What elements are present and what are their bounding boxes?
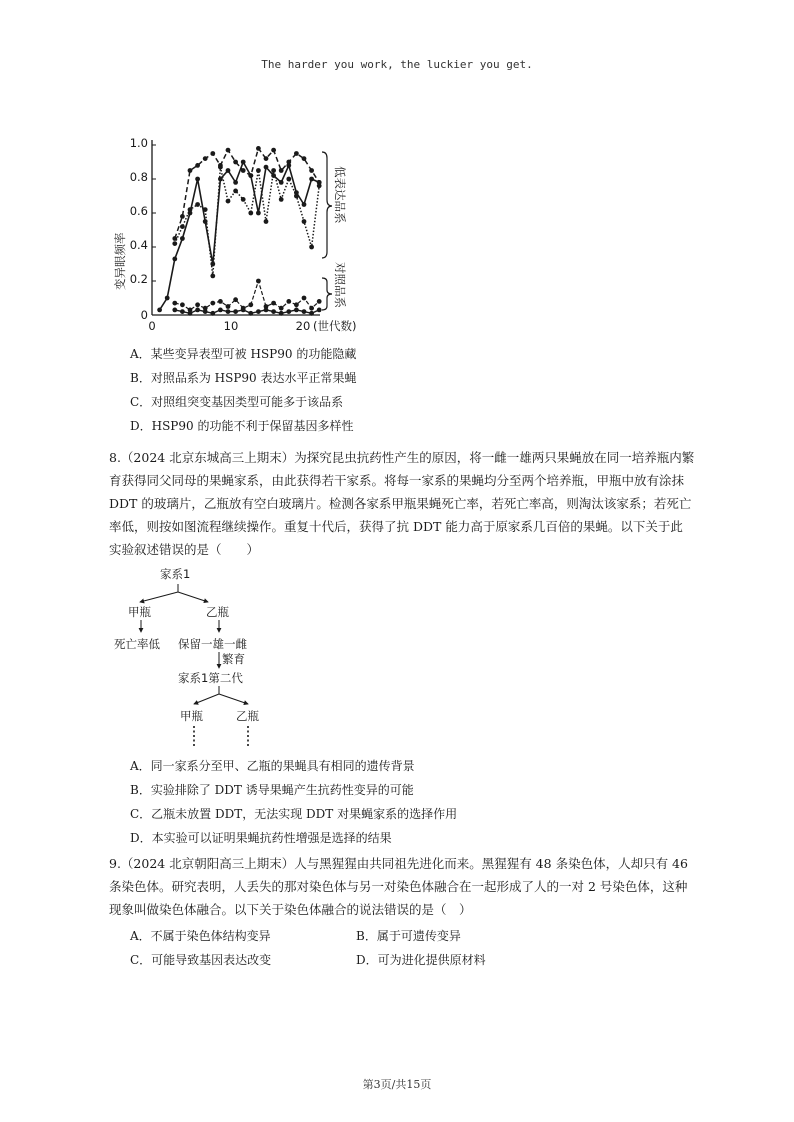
bracket-label-control: 对照品系 [333,262,347,308]
data-point [195,163,200,168]
q7-option-a: A．某些变异表型可被 HSP90 的功能隐藏 [130,347,357,361]
x-axis-unit: (世代数) [313,319,357,333]
data-point [294,302,299,307]
q7-option-c: C．对照组突变基因类型可能多于该品系 [130,395,344,409]
data-point [241,160,246,165]
flow-jia-bottle-2: 甲瓶 [180,709,203,723]
data-point [241,168,246,173]
data-point [302,296,307,301]
page-number: 第3页/共15页 [362,1078,432,1091]
data-point [203,156,208,161]
data-point [195,177,200,182]
data-point [309,306,314,311]
data-point [218,308,223,313]
data-point [180,214,185,219]
flow-yi-bottle-2: 乙瓶 [236,709,259,723]
data-point [264,165,269,170]
data-point [271,309,276,314]
data-point [309,168,314,173]
data-point [233,189,238,194]
bracket-high-expression [322,152,332,258]
data-point [226,309,231,314]
data-point [294,151,299,156]
data-point [180,309,185,314]
data-point [256,211,261,216]
series-line-1 [160,162,320,310]
data-point [165,296,170,301]
q8-question-text: 8.（2024 北京东城高三上期末）为探究昆虫抗药性产生的原因，将一雌一雄两只果蝇放在同一培养瓶内繁育获得同父同母的果蝇家系，由此获得若干家系。将每一家系的果蝇均分至两个培养瓶，甲瓶中放有涂抹 DDT 的玻璃片，乙瓶放有空白玻璃片。检测各家系甲瓶果蝇死亡率，若死亡率高，则淘汰该家系；若死亡率低，则按如图流程继续操作。重复十代后，获得了抗 DDT 能力高于原家系几百倍的果蝇。以下关于此实验叙述错误的是（ ） [109,450,695,557]
y-axis-label: 变异眼频率 [113,232,127,290]
y-tick-label: 0 [140,308,148,322]
data-point [309,245,314,250]
data-point [271,301,276,306]
y-tick-label: 1.0 [129,136,148,150]
data-point [286,299,291,304]
y-tick-label: 0.8 [129,170,148,184]
flow-second-generation: 家系1第二代 [178,671,243,685]
data-point [172,301,177,306]
data-point [233,297,238,302]
bracket-control [322,278,332,310]
q9-option-b: B．属于可遗传变异 [356,929,461,943]
q8-option-a: A．同一家系分至甲、乙瓶的果蝇具有相同的遗传背景 [130,759,415,773]
data-point [302,202,307,207]
data-point [264,156,269,161]
data-point [317,299,322,304]
data-point [203,219,208,224]
data-point [271,148,276,153]
q7-option-d: D．HSP90 的功能不利于保留基因多样性 [130,419,354,433]
data-point [248,302,253,307]
data-point [279,197,284,202]
bracket-label-high: 低表达品系 [333,166,347,224]
data-point [188,207,193,212]
data-point [317,183,322,188]
data-point [286,309,291,314]
data-point [188,168,193,173]
data-point [218,165,223,170]
page-motto: The harder you work, the luckier you get. [261,58,533,71]
data-point [271,168,276,173]
data-point [226,168,231,173]
variant-frequency-chart [110,130,370,335]
y-tick-label: 0.2 [129,272,148,286]
q9-question-text: 9.（2024 北京朝阳高三上期末）人与黑猩猩由共同祖先进化而来。黑猩猩有 48 条染色体，人却只有 46 条染色体。研究表明，人丢失的那对染色体与另一对染色体融合在一起形成了人的一对 2 号染色体，这种现象叫做染色体融合。以下关于染色体融合的说法错误的是（ ） [109,856,688,917]
data-point [264,219,269,224]
data-point [157,308,162,313]
data-point [210,301,215,306]
data-point [256,146,261,151]
data-point [210,151,215,156]
data-point [279,168,284,173]
data-point [233,309,238,314]
data-point [256,168,261,173]
data-point [226,148,231,153]
flow-jia-bottle: 甲瓶 [128,605,151,619]
data-point [203,309,208,314]
flow-yi-bottle: 乙瓶 [206,605,229,619]
data-point [226,199,231,204]
data-point [241,308,246,313]
data-point [309,177,314,182]
q8-option-c: C．乙瓶未放置 DDT，无法实现 DDT 对果蝇家系的选择作用 [130,807,458,821]
data-point [302,156,307,161]
y-tick-label: 0.6 [129,204,148,218]
y-tick-label: 0.4 [129,238,148,252]
data-point [203,207,208,212]
q7-option-b: B．对照品系为 HSP90 表达水平正常果蝇 [130,371,357,385]
x-tick-label: 0 [148,319,156,333]
data-point [172,308,177,313]
data-point [218,299,223,304]
x-tick-label: 10 [223,319,239,333]
q9-option-c: C．可能导致基因表达改变 [130,953,272,967]
flow-keep-pair: 保留一雄一雌 [178,637,247,651]
data-point [286,160,291,165]
data-point [302,219,307,224]
q9-option-a: A．不属于染色体结构变异 [130,929,271,943]
data-point [248,211,253,216]
q8-option-d: D．本实验可以证明果蝇抗药性增强是选择的结果 [130,831,392,845]
data-point [264,308,269,313]
data-point [317,308,322,313]
data-point [279,180,284,185]
data-point [195,202,200,207]
flow-low-death-rate: 死亡率低 [114,637,160,651]
data-point [180,302,185,307]
q9-option-d: D．可为进化提供原材料 [356,953,486,967]
x-tick-label: 20 [295,319,311,333]
data-point [180,224,185,229]
data-point [248,173,253,178]
data-point [233,180,238,185]
data-point [180,236,185,241]
data-point [172,257,177,262]
data-point [233,160,238,165]
data-point [226,304,231,309]
data-point [279,306,284,311]
q8-option-b: B．实验排除了 DDT 诱导果蝇产生抗药性变异的可能 [130,783,414,797]
data-point [210,274,215,279]
data-point [286,177,291,182]
experiment-flowchart [108,562,308,752]
data-point [195,308,200,313]
data-point [256,309,261,314]
data-point [294,194,299,199]
data-point [241,197,246,202]
flow-breed-label: 繁育 [222,652,245,666]
flow-family1: 家系1 [160,567,191,581]
data-point [172,241,177,246]
data-point [256,279,261,284]
data-point [294,308,299,313]
data-point [195,302,200,307]
data-point [302,309,307,314]
